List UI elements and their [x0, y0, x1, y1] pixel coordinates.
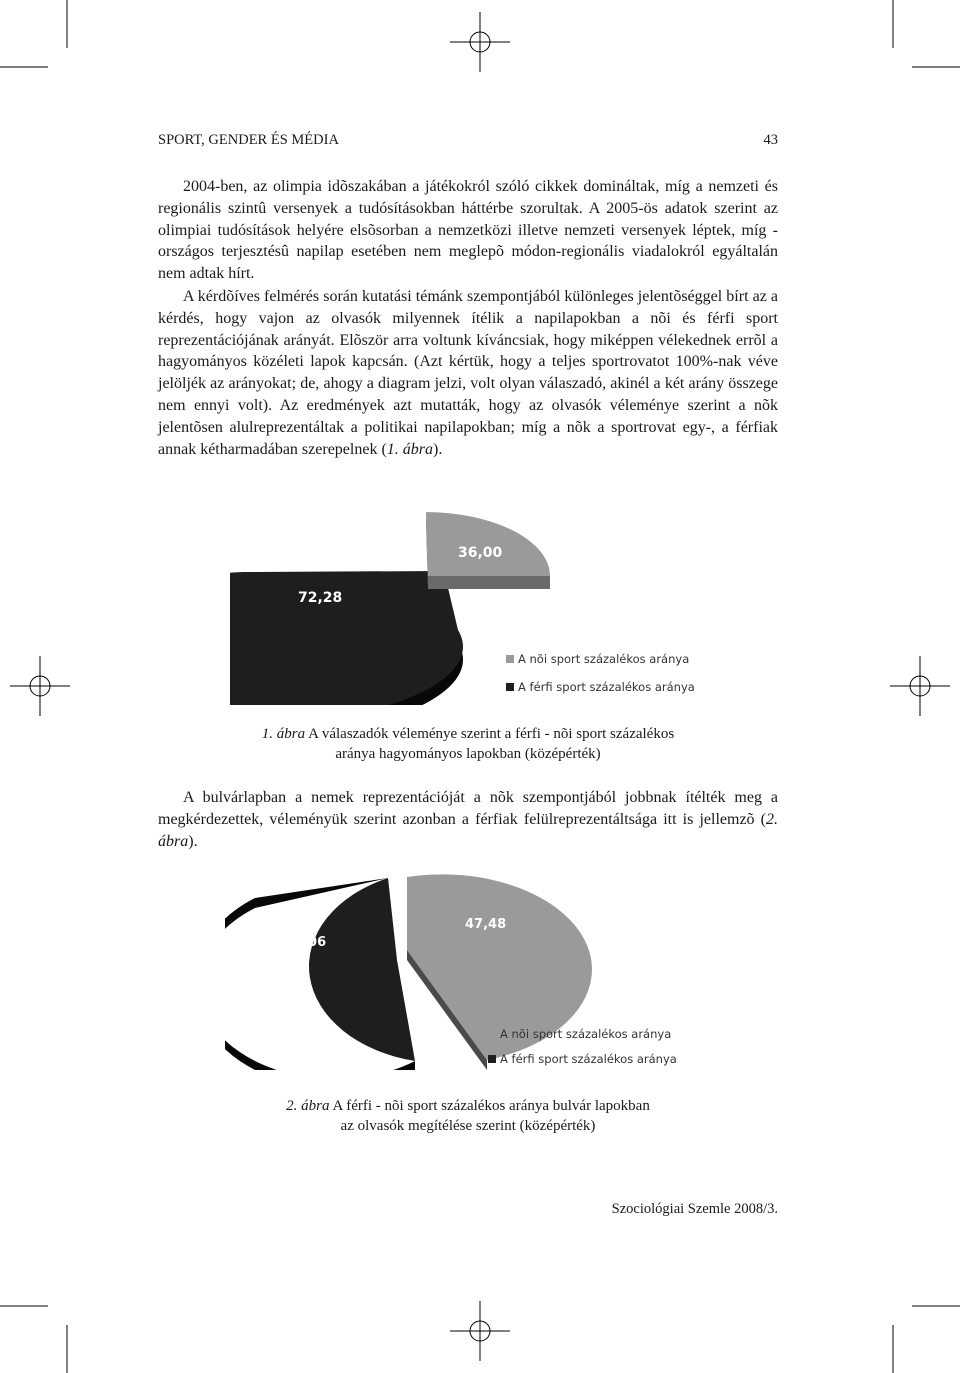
legend-2-female-swatch: [488, 1030, 496, 1038]
legend-1-female-swatch: [506, 655, 514, 663]
paragraph-2: [158, 286, 778, 460]
figure-2-pie-chart: [225, 870, 705, 1075]
paragraph-2-text: A kérdõíves felmérés során kutatási témánk szempontjából különleges jelentõséggel bírt az a kérdés, hogy vajon az olvasók milyennek ítélik a napilapokban a nõi és férfi sport reprezentációjának arányát. Elõször arra voltunk kíváncsiak, hogy miképpen vélekednek errõl a hagyományos közéleti lapok kapcsán. (Azt kértük, hogy a teljes sportrovatot 100%-nak véve jelöljék az arányokat; de, ahogy a diagram jelzi, volt olyan válaszadó, akinél a két arány összege nem ennyi volt). Az eredmények azt mutatták, hogy az olvasók véleménye szerint a nõk jelentõsen alulreprezentáltak a politikai napilapokban; míg a nõk a sportrovat egy-, a férfiak annak kétharmadában szerepelnek (: [158, 288, 778, 458]
pie-1-male-slice: [230, 571, 463, 705]
pie-2-female-value-label: 47,48: [465, 917, 507, 932]
pie-2-male-value-label: 62,06: [285, 935, 327, 950]
pie-2-male-slice: [309, 878, 415, 1061]
figure-1-caption-line-1: A válaszadók véleménye szerint a férfi - nõi sport százalékos: [308, 726, 675, 742]
figure-2-caption-line-1: A férfi - nõi sport százalékos aránya bulvár lapokban: [332, 1098, 650, 1114]
pie-chart-1-svg: [230, 505, 710, 705]
figure-1-reference: 1. ábra: [386, 440, 433, 458]
figure-1-caption: [158, 724, 778, 764]
registration-mark-left: [10, 656, 70, 716]
pie-1-female-value-label: 36,00: [458, 545, 503, 561]
figure-2-reference: 2. ábra: [158, 810, 778, 850]
legend-1-male-label: A férfi sport százalékos aránya: [518, 680, 695, 694]
figure-1-caption-line-2: aránya hagyományos lapokban (középérték): [335, 746, 601, 762]
paragraph-3-text: A bulvárlapban a nemek reprezentációját a nõk szempontjából jobbnak ítélték meg a megkérdezettek, véleményük szerint azonban a férfiak felülreprezentáltsága itt is jellemzõ (: [158, 789, 778, 828]
paragraph-3: [158, 787, 778, 852]
registration-mark-bottom: [450, 1301, 510, 1361]
paragraph-1: 2004-ben, az olimpia idõszakában a játékokról szóló cikkek domináltak, míg a nemzeti és regionális szintû versenyek a tudósításokban háttérbe szorultak. A 2005-ös adatok szerint az olimpiai tudósítások helyére elsõsorban a nemzetközi illetve nemzeti versenyek léptek, míg - országos terjesztésû napilap esetében nem meglepõ módon-regionális viadalokról egyáltalán nem adtak hírt.: [158, 178, 778, 283]
figure-2-caption: [158, 1096, 778, 1136]
running-header: [158, 132, 778, 149]
pie-2-male-slice-3d: [225, 878, 415, 1070]
pie-1-male-value-label: 72,28: [298, 590, 343, 606]
legend-2-male-label: A férfi sport százalékos aránya: [500, 1052, 677, 1066]
legend-2-male-swatch: [488, 1055, 496, 1063]
pie-chart-2-svg: [225, 870, 705, 1070]
paragraph-2-end: ).: [433, 440, 443, 458]
pie-1-female-slice: [426, 512, 550, 576]
paragraph-3-end: ).: [188, 832, 198, 850]
running-title: SPORT, GENDER ÉS MÉDIA: [158, 132, 339, 148]
legend-1-female-label: A nõi sport százalékos aránya: [518, 652, 690, 666]
figure-2-caption-line-2: az olvasók megítélése szerint (középérték): [340, 1118, 596, 1134]
legend-1-male-swatch: [506, 683, 514, 691]
figure-2-number: 2. ábra: [286, 1098, 330, 1114]
page-number: 43: [763, 132, 778, 148]
registration-mark-top: [450, 12, 510, 72]
legend-2-female-label: A nõi sport százalékos aránya: [500, 1027, 672, 1041]
registration-mark-right: [890, 656, 950, 716]
journal-footer: Szociológiai Szemle 2008/3.: [611, 1201, 778, 1217]
pie-1-male-slice-3d: [230, 571, 463, 705]
figure-1-pie-chart: [230, 505, 710, 710]
figure-1-number: 1. ábra: [261, 726, 306, 742]
